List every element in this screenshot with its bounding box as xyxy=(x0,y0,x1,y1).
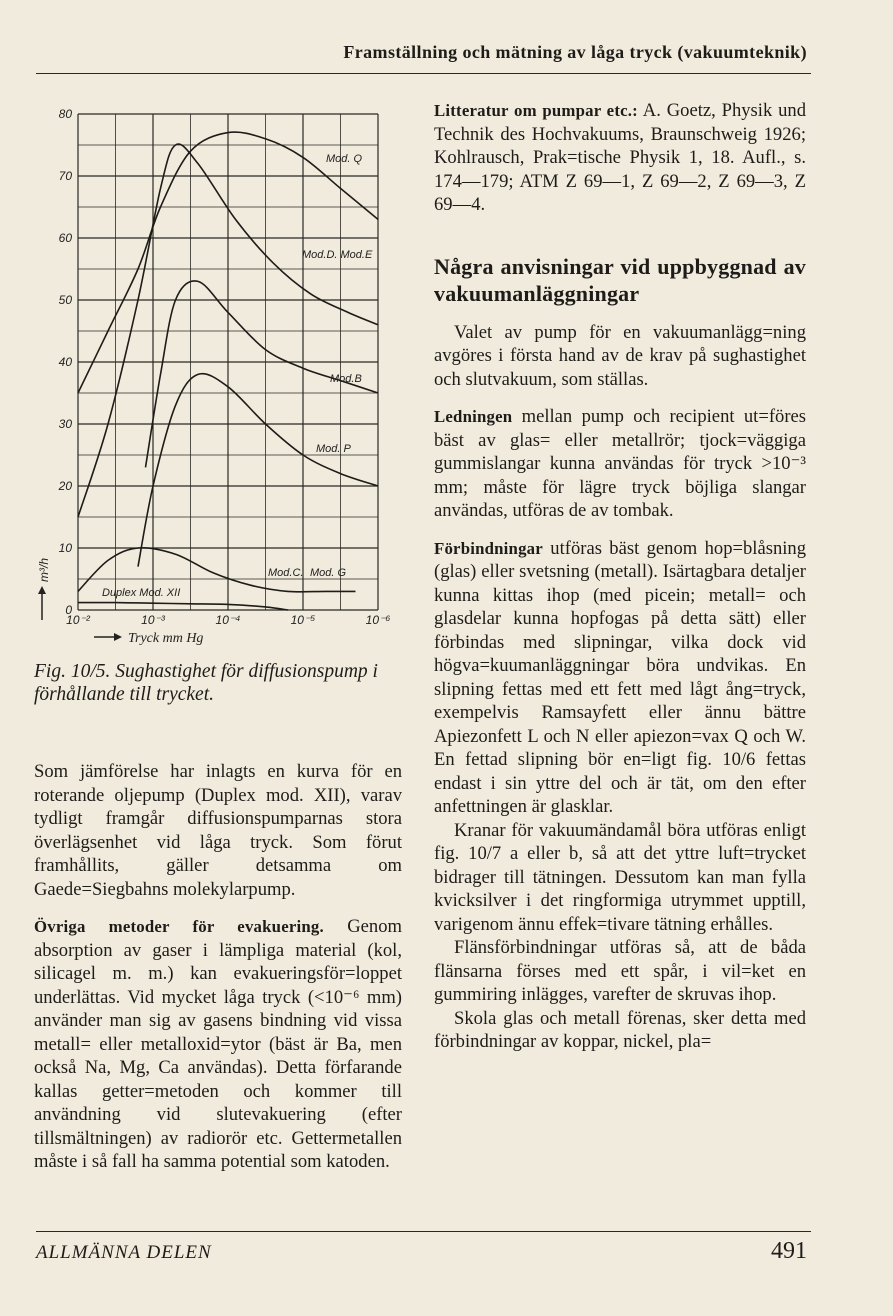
y-tick-30: 30 xyxy=(58,417,72,431)
ledningen-heading: Ledningen xyxy=(434,407,513,426)
y-tick-60: 60 xyxy=(58,231,72,245)
y-tick-40: 40 xyxy=(58,355,72,369)
y-tick-10: 10 xyxy=(58,541,72,555)
skola-paragraph: Skola glas och metall förenas, sker detta med förbindningar av koppar, nickel, pla= xyxy=(434,1007,806,1052)
other-methods-paragraph xyxy=(34,915,402,1174)
ledningen-paragraph xyxy=(434,405,806,523)
x-tick-4: 10⁻⁶ xyxy=(365,613,391,627)
x-axis-label: Tryck mm Hg xyxy=(128,631,204,646)
y-arrow-head xyxy=(38,586,46,594)
footer-section: ALLMÄNNA DELEN xyxy=(36,1242,212,1263)
literature-paragraph xyxy=(434,99,806,217)
y-tick-80: 80 xyxy=(58,107,72,121)
forbindningar-heading: Förbindningar xyxy=(434,538,543,558)
y-axis-label: m³/h xyxy=(37,558,51,582)
curve-duplex-mod-xii xyxy=(78,603,288,610)
flans-paragraph: Flänsförbindningar utföras så, att de båda flänsarna förses med ett spår, i vil=ket en gummiring inlägges, varefter de skruvas ihop. xyxy=(434,937,806,1005)
x-tick-1: 10⁻³ xyxy=(141,613,165,627)
label-mod-b: Mod.B xyxy=(330,373,362,385)
label-mod-c: Mod.C. xyxy=(268,567,304,579)
left-column xyxy=(34,760,402,1174)
y-tick-70: 70 xyxy=(58,169,72,183)
y-tick-20: 20 xyxy=(58,479,72,493)
literature-heading: Litteratur om pumpar etc.: xyxy=(434,101,638,120)
speed-pressure-chart xyxy=(30,100,410,660)
forbindningar-paragraph xyxy=(434,537,806,819)
section-title: Några anvisningar vid uppbyggnad av vakuumanläggningar xyxy=(434,253,806,306)
x-tick-3: 10⁻⁵ xyxy=(290,613,316,627)
ledningen-body: mellan pump och recipient ut=föres bäst av glas= eller metallrör; tjock=väggiga gummislangar kunna användas för tryck >10⁻³ mm; måste för lägre tryck böjliga slangar användas, utföras de av tombak. xyxy=(434,406,806,521)
literature-body: A. Goetz, Physik und Technik des Hochvakuums, Braunschweig 1926; Kohlrausch, Prak=tische Physik 1, 18. Aufl., s. 174—179; ATM Z 69—1, Z 69—2, Z 69—3, Z 69—4. xyxy=(434,100,806,215)
comparison-paragraph: Som jämförelse har inlagts en kurva för en roterande oljepump (Duplex mod. XII), varav tydligt framgår diffusionspumparnas stora överlägsenhet vid låga tryck. Som förut framhållits, gäller detsamma om Gaede=Siegbahns molekylarpump. xyxy=(34,761,402,900)
page-number: 491 xyxy=(771,1238,807,1264)
label-mod-p: Mod. P xyxy=(316,443,351,455)
label-mod-q: Mod. Q xyxy=(326,153,363,165)
x-tick-labels xyxy=(66,613,390,627)
x-tick-2: 10⁻⁴ xyxy=(215,613,241,627)
x-arrow-head xyxy=(114,633,122,641)
y-tick-labels xyxy=(58,107,73,617)
y-tick-50: 50 xyxy=(58,293,72,307)
label-duplex: Duplex Mod. XII xyxy=(102,587,181,599)
forbindningar-body: utföras bäst genom hop=blåsning (glas) eller svetsning (metall). Isärtagbara detaljer kunna kittas ihop (med picein; metall= och glasdelar kunna hopfogas på detta sätt) eller förbindas med slipningar, vilka dock vid högva=kuumanläggningar böra undvikas. En slipning fettas med ett fett med lågt ång=tryck, exempelvis Ramsayfett eller ännu bättre Apiezonfett L och N eller apiezon=vax Q och W. En fettad slipning bör en=ligt fig. 10/6 fettas endast i sin yttre del och är tät, om den efter anfettningen är glasklar. xyxy=(434,537,806,817)
right-column xyxy=(434,99,806,1054)
figure-caption: Fig. 10/5. Sughastighet för diffusionspump i förhållande till trycket. xyxy=(34,661,378,705)
running-head: Framställning och mätning av låga tryck (vakuumteknik) xyxy=(343,42,807,62)
label-mod-g: Mod. G xyxy=(310,567,347,579)
other-methods-heading: Övriga metoder för evakuering. xyxy=(34,917,324,936)
x-tick-0: 10⁻² xyxy=(66,613,90,627)
kranar-paragraph: Kranar för vakuumändamål böra utföras enligt fig. 10/7 a eller b, så att det yttre luft=trycket bidrager till tätningen. Dessutom kan man fylla kvicksilver i det ringformiga utrymmet upptill, varigenom ännu effek=tivare tätning erhålles. xyxy=(434,819,806,935)
header-rule xyxy=(36,73,811,74)
y-tick-0: 0 xyxy=(65,603,72,617)
intro-paragraph: Valet av pump för en vakuumanlägg=ning avgöres i första hand av de krav på sughastighet och slutvakuum, som ställas. xyxy=(434,321,806,390)
other-methods-body: Genom absorption av gaser i lämpliga material (kol, silicagel m. m.) kan evakueringsför=loppet underlättas. Vid mycket låga tryck (<10⁻⁶ mm) använder man sig av gasens bindning vid vissa metall= eller metalloxid=ytor (bäst är Ba, men också Na, Mg, Ca användas). Detta förfarande kallas getter=metoden och kommer till användning vid slutevakuering (efter tillsmältningen) av radiorör etc. Gettermetallen måste i så fall ha samma potential som katoden. xyxy=(34,916,402,1172)
footer-rule xyxy=(36,1231,811,1232)
curve-mod-p xyxy=(138,374,378,567)
label-mod-de: Mod.D. Mod.E xyxy=(302,249,373,261)
figure-10-5 xyxy=(30,100,410,660)
